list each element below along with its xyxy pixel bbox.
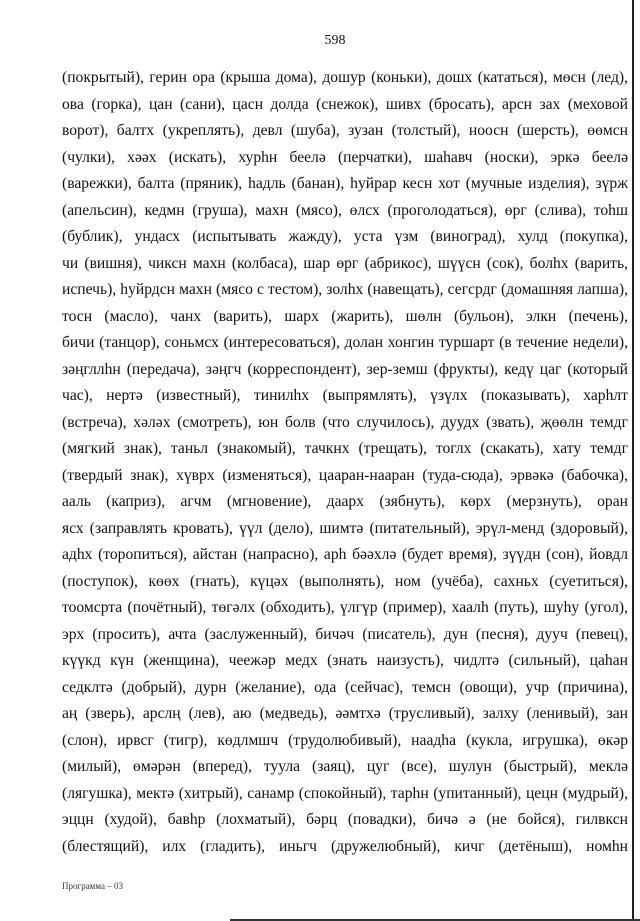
text-line: ова (горка), цан (сани), цасн долда (снежок), шивх (бросать), арсн зах (меховой <box>62 95 628 113</box>
vocabulary-text <box>62 65 628 860</box>
text-line: испечь), һуйрдсн махн (мясо с тестом), золһх (навещать), сегсрдг (домашняя лапша), <box>62 281 628 298</box>
text-line: адһх (торопиться), айстан (напрасно), арһ бәәхлә (будет время), зүүдн (сон), йовдл <box>62 546 628 563</box>
text-line: тосн (масло), чанх (варить), шарх (жарить), шөлн (бульон), элкн (печень), <box>62 307 628 325</box>
footer-label: Программа – 03 <box>62 881 124 891</box>
text-line: күүкд күн (женщина), чеежәр медх (знать наизусть), чидлтә (сильный), цаһан <box>62 652 628 669</box>
text-line: (твердый знак), хүврх (изменяться), цааран-нааран (туда-сюда), эрвәкә (бабочка), <box>62 466 628 484</box>
text-line: (варежки), балта (пряник), һадль (банан), һуйрар кесн хот (мучные изделия), зүрж <box>62 175 628 192</box>
text-line: (милый), өмәрән (вперед), туула (заяц), цуг (все), шулун (быстрый), меклә <box>62 758 628 775</box>
text-line: (бублик), ундасх (испытывать жажду), уста үзм (виноград), хулд (покупка), <box>62 228 628 245</box>
scan-edge <box>632 0 640 921</box>
text-line: чи (вишня), чиксн махн (колбаса), шар өрг (абрикос), шүүсн (сок), болһх (варить, <box>62 254 628 272</box>
text-line: тоомсрта (почётный), төгәлх (обходить), үлгүр (пример), хаалһ (путь), шуһу (угол), <box>62 599 628 616</box>
text-line: седклтә (добрый), дурн (желание), ода (сейчас), темсн (овощи), учр (причина), <box>62 678 628 696</box>
page-number: 598 <box>324 33 346 48</box>
text-line: эццн (худой), бавһр (лохматый), бәрц (повадки), бичә ә (не бойся), гилвксн <box>62 811 628 828</box>
text-line: (поступок), көөх (гнать), күцәх (выполнять), ном (учёба), сахньх (суетиться), <box>62 572 628 590</box>
text-line: зәңгллһн (передача), зәңгч (корреспондент), зер-земш (фрукты), кедү цаг (который <box>62 360 628 378</box>
text-line: ясх (заправлять кровать), үүл (дело), шимтә (питательный), эрүл-менд (здоровый), <box>62 519 628 537</box>
text-line: (мягкий знак), таньл (знакомый), тачкнх (трещать), тоглх (скакать), хату темдг <box>62 440 628 457</box>
text-line: (апельсин), кедмн (груша), махн (мясо), өлсх (проголодаться), өрг (слива), тоһш <box>62 201 628 219</box>
text-line: (покрытый), герин ора (крыша дома), дошур (коньки), дошх (кататься), мөсн (лед), <box>62 69 628 86</box>
text-line: аң (зверь), арслң (лев), аю (медведь), әәмтхә (трусливый), залху (ленивый), зан <box>62 705 628 722</box>
text-line: эрх (просить), ачта (заслуженный), бичәч (писатель), дун (песня), дууч (певец), <box>62 625 628 643</box>
text-line: (чулки), хәәх (искать), хурһн беелә (перчатки), шаһавч (носки), эркә беелә <box>62 148 628 166</box>
text-line: (встреча), хәләх (смотреть), юн болв (что случилось), дуудх (звать), җөөлн темдг <box>62 413 628 431</box>
text-line: час), нертә (известный), тинилһх (выпрямлять), үзүлх (показывать), харһлт <box>62 387 628 404</box>
text-line: бичи (танцор), соньмсх (интересоваться), долан хонгин туршарт (в течение недели), <box>62 334 628 351</box>
text-line: ааль (каприз), агчм (мгновение), даарх (зябнуть), көрх (мерзнуть), оран <box>62 493 628 510</box>
text-line: (блестящий), илх (гладить), иньгч (дружелюбный), кичг (детёныш), номһн <box>62 837 628 855</box>
text-line: (лягушка), мектә (хитрый), санамр (спокойный), тарһн (упитанный), цецн (мудрый), <box>62 784 628 802</box>
text-line: ворот), балтх (укреплять), девл (шуба), зузан (толстый), ноосн (шерсть), өөмсн <box>62 122 628 139</box>
text-line: (слон), ирвсг (тигр), көдлмшч (трудолюбивый), наадһа (кукла, игрушка), өкәр <box>62 731 628 749</box>
